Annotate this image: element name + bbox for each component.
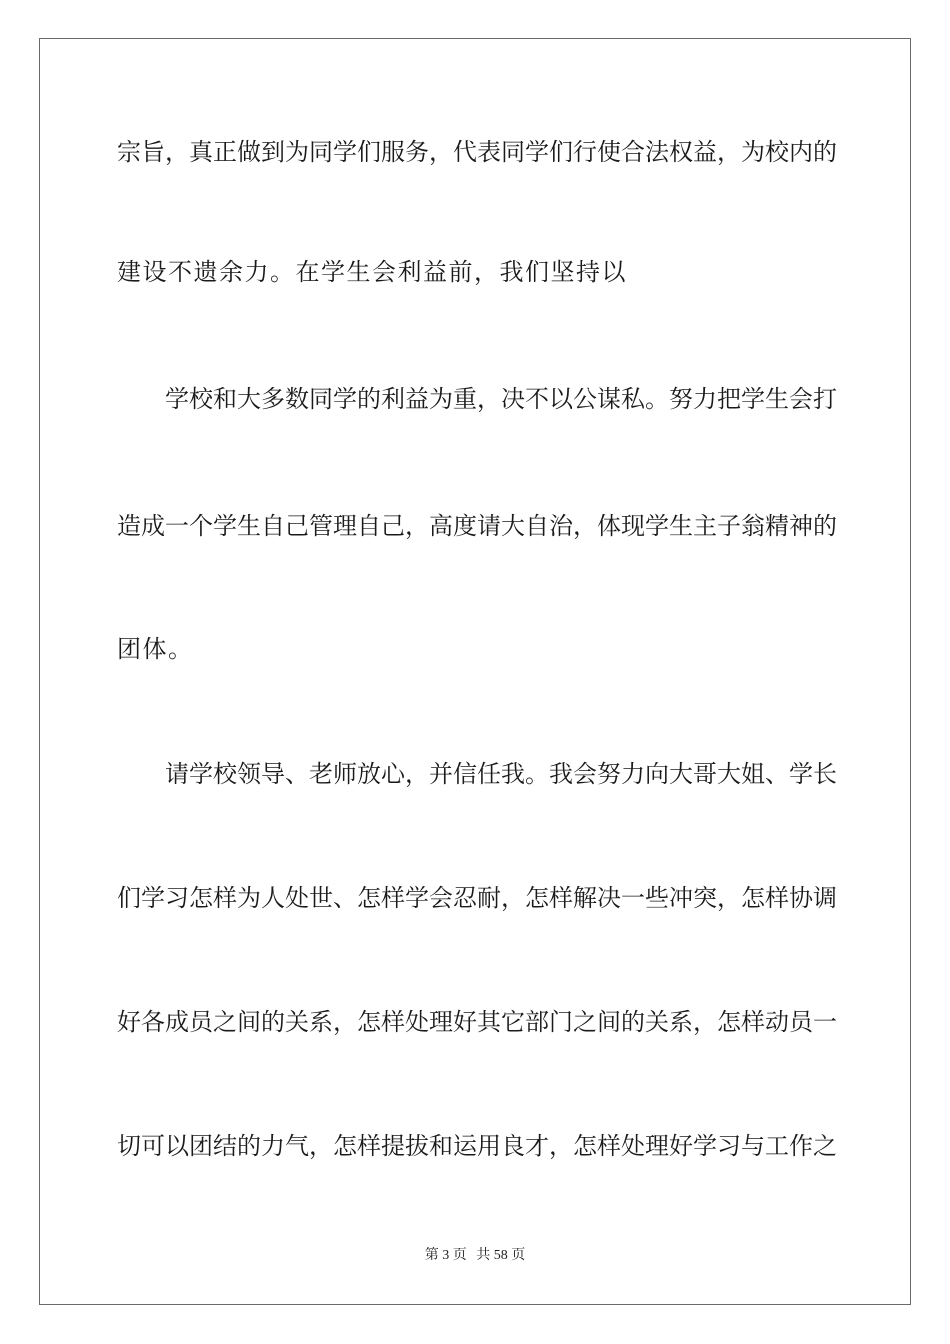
text-line-4: 造成一个学生自己管理自己，高度请大自治，体现学生主子翁精神的 [117,512,837,540]
text-line-7: 们学习怎样为人处世、怎样学会忍耐，怎样解决一些冲突，怎样协调 [117,884,837,912]
page-total: 共 58 页 [476,1248,526,1263]
text-line-3: 学校和大多数同学的利益为重，决不以公谋私。努力把学生会打 [165,385,837,413]
text-line-2: 建设不遗余力。在学生会利益前，我们坚持以 [117,258,627,286]
text-line-9: 切可以团结的力气，怎样提拔和运用良才，怎样处理好学习与工作之 [117,1132,837,1160]
text-line-5: 团体。 [117,635,194,663]
page-number: 第 3 页 [424,1248,467,1263]
text-line-8: 好各成员之间的关系，怎样处理好其它部门之间的关系，怎样动员一 [117,1008,837,1036]
page-border [39,38,911,1305]
text-line-1: 宗旨，真正做到为同学们服务，代表同学们行使合法权益，为校内的 [117,138,837,166]
text-line-6: 请学校领导、老师放心，并信任我。我会努力向大哥大姐、学长 [165,760,837,788]
page-footer [0,1247,950,1265]
